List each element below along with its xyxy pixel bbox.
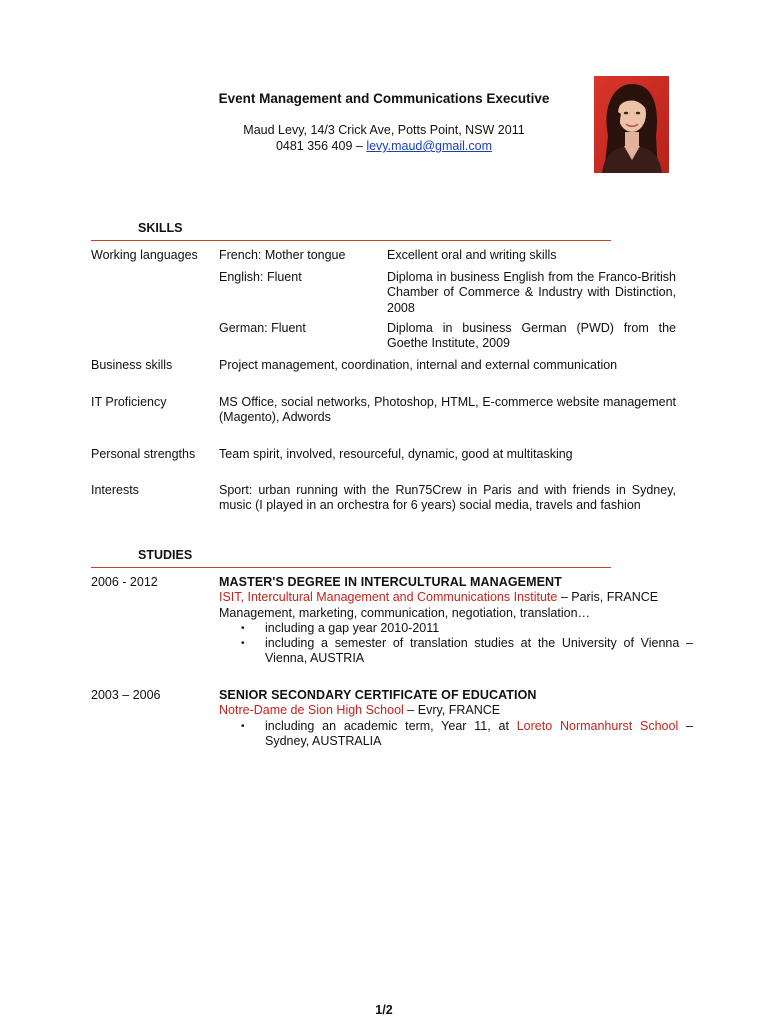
bullet-text: including an academic term, Year 11, at <box>265 718 517 733</box>
business-skills-label: Business skills <box>91 358 173 372</box>
study-entry <box>219 575 693 667</box>
bullet-text-end: – Sydney, AUSTRALIA <box>265 718 693 748</box>
personal-strengths-value: Team spirit, involved, resourceful, dynamic, good at multitasking <box>219 447 573 461</box>
interests-label: Interests <box>91 483 139 497</box>
study-description: Management, marketing, communication, negotiation, translation… <box>219 605 591 620</box>
institution-location: – Paris, FRANCE <box>557 590 659 605</box>
study-dates: 2006 - 2012 <box>91 575 158 589</box>
bullet-icon: • <box>241 622 245 634</box>
language-french-detail: Excellent oral and writing skills <box>387 248 557 262</box>
it-proficiency-label: IT Proficiency <box>91 395 167 409</box>
skills-heading: SKILLS <box>138 221 183 235</box>
skills-divider <box>91 240 611 241</box>
language-french: French: Mother tongue <box>219 248 346 262</box>
language-english-detail: Diploma in business English from the Franco-British Chamber of Commerce & Industry with Distinction, 2008 <box>387 270 676 315</box>
study-bullets <box>219 719 693 750</box>
contact-separator: – <box>352 139 367 153</box>
document-title: Event Management and Communications Executive <box>218 91 550 106</box>
studies-divider <box>91 567 611 568</box>
list-item <box>219 621 693 636</box>
personal-strengths-label: Personal strengths <box>91 447 196 461</box>
contact-line <box>150 139 618 153</box>
language-english: English: Fluent <box>219 270 302 284</box>
degree-title: MASTER'S DEGREE IN INTERCULTURAL MANAGEMENT <box>219 575 562 589</box>
email-link[interactable]: levy.maud@gmail.com <box>366 139 493 153</box>
language-german-detail: Diploma in business German (PWD) from the Goethe Institute, 2009 <box>387 321 676 351</box>
phone-number: 0481 356 409 <box>275 139 353 153</box>
bullet-icon: • <box>241 638 245 650</box>
working-languages-label: Working languages <box>91 248 198 262</box>
institution-location: – Evry, FRANCE <box>403 703 501 718</box>
address-line: Maud Levy, 14/3 Crick Ave, Potts Point, NSW 2011 <box>243 123 525 137</box>
institution-name: ISIT, Intercultural Management and Communications Institute <box>219 590 558 605</box>
study-entry <box>219 688 693 749</box>
bullet-icon: • <box>241 720 245 732</box>
institution-line <box>219 590 693 605</box>
institution-name: Notre-Dame de Sion High School <box>219 703 404 718</box>
language-german: German: Fluent <box>219 321 306 335</box>
bullet-text: including a gap year 2010-2011 <box>265 620 440 635</box>
it-proficiency-value: MS Office, social networks, Photoshop, HTML, E-commerce website management (Magento), Adwords <box>219 395 676 425</box>
study-dates: 2003 – 2006 <box>91 688 161 702</box>
institution-line <box>219 703 693 718</box>
studies-heading: STUDIES <box>138 548 193 562</box>
degree-title: SENIOR SECONDARY CERTIFICATE OF EDUCATION <box>219 688 537 702</box>
bullet-text: including a semester of translation studies at the University of Vienna – Vienna, AUSTRIA <box>265 636 693 666</box>
study-bullets <box>219 621 693 667</box>
bullet-school-name: Loreto Normanhurst School <box>516 718 679 733</box>
page-number: 1/2 <box>375 1003 393 1017</box>
interests-value: Sport: urban running with the Run75Crew in Paris and with friends in Sydney, music (I played in an orchestra for 6 years) social media, travels and fashion <box>219 483 676 513</box>
list-item <box>219 719 693 750</box>
profile-photo <box>594 76 669 173</box>
list-item <box>219 636 693 667</box>
business-skills-value: Project management, coordination, internal and external communication <box>219 358 618 372</box>
